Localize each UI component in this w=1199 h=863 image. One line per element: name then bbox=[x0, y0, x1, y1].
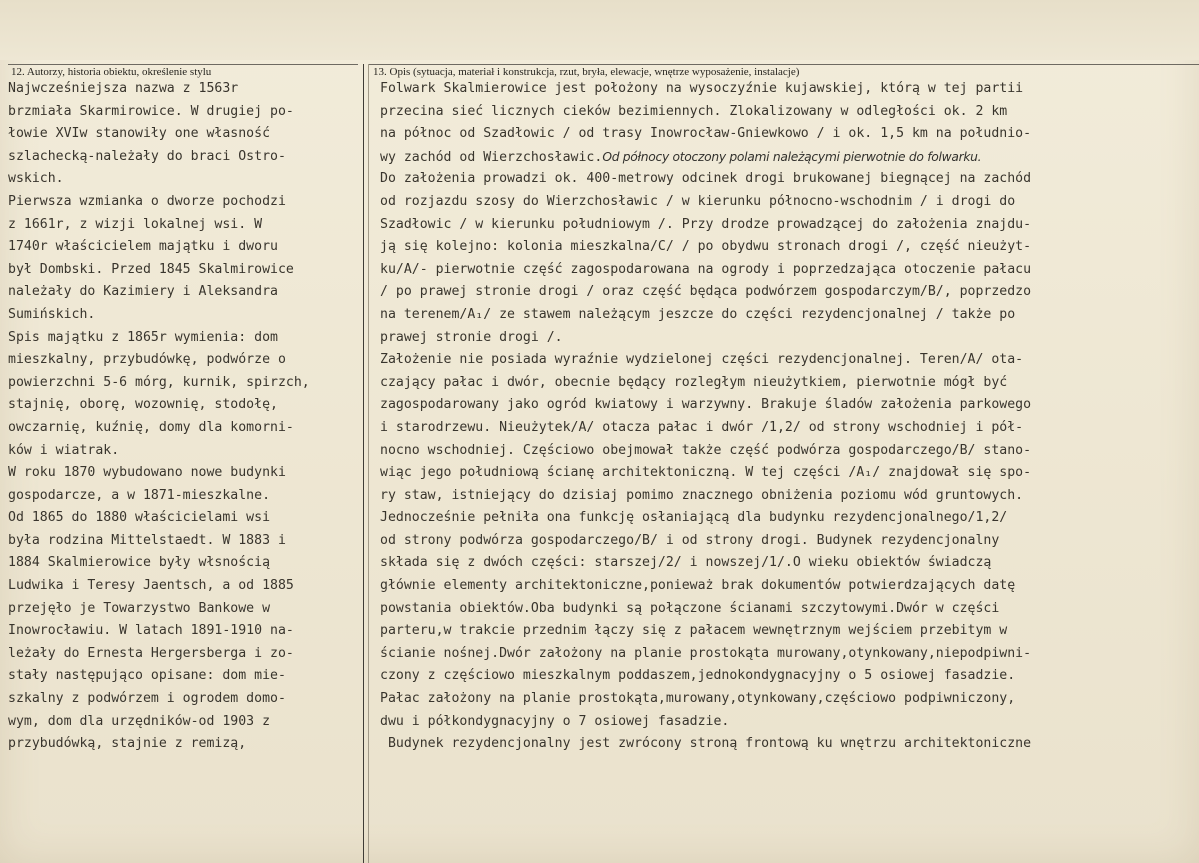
description-text-line bbox=[380, 146, 1195, 169]
history-text-line: wym, dom dla urzędników-od 1903 z bbox=[8, 713, 271, 729]
history-text-line: Pierwsza wzmianka o dworze pochodzi bbox=[8, 193, 286, 209]
history-text-line: wskich. bbox=[8, 171, 64, 187]
description-text-line: Do założenia prowadzi ok. 400-metrowy odcinek drogi brukowanej biegnącej na zachód bbox=[380, 171, 1032, 187]
description-text-line: od rozjazdu szosy do Wierzchosławic / w kierunku północno-wschodnim / i drogi do bbox=[380, 193, 1016, 209]
description-text-line: Jednocześnie pełniła ona funkcję osłaniającą dla budynku rezydencjonalnego/1,2/ bbox=[380, 510, 1008, 526]
description-text-line: ku/A/- pierwotnie część zagospodarowana na ogrody i poprzedzająca otoczenie pałacu bbox=[380, 261, 1032, 277]
left-header-rule bbox=[8, 64, 358, 65]
history-text-line: brzmiała Skarmirowice. W drugiej po- bbox=[8, 103, 294, 119]
history-text-line: powierzchni 5-6 mórg, kurnik, spirzch, bbox=[8, 374, 310, 390]
description-text-line: Pałac założony na planie prostokąta,murowany,otynkowany,częściowo podpiwniczony, bbox=[380, 691, 1016, 707]
handwritten-annotation: Od północy otoczony polami należącymi pierwotnie do folwarku. bbox=[602, 149, 982, 164]
history-text-line: mieszkalny, przybudówkę, podwórze o bbox=[8, 352, 286, 368]
column-divider bbox=[363, 64, 364, 863]
description-text-line: głównie elementy architektoniczne,ponieważ brak dokumentów potwierdzających datę bbox=[380, 578, 1016, 594]
description-text-line: Budynek rezydencjonalny jest zwrócony stroną frontową ku wnętrzu architektoniczne bbox=[380, 736, 1032, 752]
history-text-line: 1740r właścicielem majątku i dworu bbox=[8, 239, 278, 255]
history-text-line: Spis majątku z 1865r wymienia: dom bbox=[8, 329, 278, 345]
card-top-band bbox=[0, 0, 1199, 60]
history-section-header: 12. Autorzy, historia obiektu, określenie stylu bbox=[11, 66, 212, 78]
description-text-line: prawej stronie drogi /. bbox=[380, 329, 563, 345]
history-text-line: Sumińskich. bbox=[8, 306, 96, 322]
description-text-line: i starodrzewu. Nieużytek/A/ otacza pałac i dwór /1,2/ od strony wschodniej i pół- bbox=[380, 419, 1024, 435]
description-text-line: czony z częściowo mieszkalnym poddaszem,jednokondygnacyjny o 5 osiowej fasadzie. bbox=[380, 668, 1016, 684]
history-text-line: 1884 Skalmierowice były włsnością bbox=[8, 555, 271, 571]
description-text-line: na północ od Szadłowic / od trasy Inowrocław-Gniewkowo / i ok. 1,5 km na południo- bbox=[380, 126, 1032, 142]
history-text-line: Ludwika i Teresy Jaentsch, a od 1885 bbox=[8, 578, 294, 594]
history-text-line: leżały do Ernesta Hergersberga i zo- bbox=[8, 645, 294, 661]
description-text-line: zagospodarowany jako ogród kwiatowy i warzywny. Brakuje śladów założenia parkowego bbox=[380, 397, 1032, 413]
description-text-line: czający pałac i dwór, obecnie będący rozległym nieużytkiem, pierwotnie mógł być bbox=[380, 374, 1008, 390]
history-text-line: owczarnię, kuźnię, domy dla komorni- bbox=[8, 419, 294, 435]
history-text-line: Najwcześniejsza nazwa z 1563r bbox=[8, 81, 239, 96]
description-text-line: / po prawej stronie drogi / oraz część będąca podwórzem gospodarczym/B/, poprzedzo bbox=[380, 284, 1032, 300]
description-text-line: składa się z dwóch części: starszej/2/ i nowszej/1/.O wieku obiektów świadczą bbox=[380, 555, 992, 571]
history-text-line: szkalny z podwórzem i ogrodem domo- bbox=[8, 691, 286, 707]
history-text-line: gospodarcze, a w 1871-mieszkalne. bbox=[8, 487, 271, 503]
history-text-line: Od 1865 do 1880 właścicielami wsi bbox=[8, 510, 271, 526]
history-text-line: łowie XVIw stanowiły one własność bbox=[8, 126, 271, 142]
description-text-line: wiąc jego południową ścianę architektoniczną. W tej części /A₁/ znajdował się spo- bbox=[380, 465, 1032, 481]
description-text-line: ry staw, istniejący do dzisiaj pomimo znacznego obniżenia poziomu wód gruntowych. bbox=[380, 487, 1024, 503]
history-text-line: stały następująco opisane: dom mie- bbox=[8, 668, 286, 684]
history-text-line: przejęło je Towarzystwo Bankowe w bbox=[8, 600, 271, 616]
history-text-line: W roku 1870 wybudowano nowe budynki bbox=[8, 465, 286, 481]
description-text-line: powstania obiektów.Oba budynki są połączone ścianami szczytowymi.Dwór w części bbox=[380, 600, 1000, 616]
history-text-line: należały do Kazimiery i Aleksandra bbox=[8, 284, 278, 300]
description-text-line: parteru,w trakcie przednim łączy się z pałacem wewnętrznym wejściem przebitym w bbox=[380, 623, 1008, 639]
description-text-column bbox=[380, 78, 1195, 756]
history-text-line: była rodzina Mittelstaedt. W 1883 i bbox=[8, 532, 286, 548]
description-text-line: od strony podwórza gospodarczego/B/ i od strony drogi. Budynek rezydencjonalny bbox=[380, 532, 1000, 548]
description-text-line: ścianie nośnej.Dwór założony na planie prostokąta murowany,otynkowany,niepodpiwni- bbox=[380, 645, 1032, 661]
column-divider-shadow bbox=[368, 64, 369, 863]
description-text-line: ją się kolejno: kolonia mieszkalna/C/ / po obydwu stronach drogi /, część nieużyt- bbox=[380, 239, 1032, 255]
description-text-line: Folwark Skalmierowice jest położony na wysoczyźnie kujawskiej, którą w tej partii bbox=[380, 81, 1024, 96]
description-text-line: przecina sieć licznych cieków bezimiennych. Zlokalizowany w odległości ok. 2 km bbox=[380, 103, 1008, 119]
history-text-line: z 1661r, z wizji lokalnej wsi. W bbox=[8, 216, 263, 232]
history-text-line: ków i wiatrak. bbox=[8, 442, 120, 458]
description-section-header: 13. Opis (sytuacja, materiał i konstrukcja, rzut, bryła, elewacje, wnętrze wyposażenie, instalacje) bbox=[373, 66, 800, 78]
description-text-line: Szadłowic / w kierunku południowym /. Przy drodze prowadzącej do założenia znajdu- bbox=[380, 216, 1032, 232]
history-text-line: szlachecką-należały do braci Ostro- bbox=[8, 148, 286, 164]
history-text-line: Inowrocławiu. W latach 1891-1910 na- bbox=[8, 623, 294, 639]
description-text-line: nocno wschodniej. Częściowo obejmował także część podwórza gospodarczego/B/ stano- bbox=[380, 442, 1032, 458]
history-text-line: stajnię, oborę, wozownię, stodołę, bbox=[8, 397, 278, 413]
typed-text: wy zachód od Wierzchosławic. bbox=[380, 149, 603, 165]
history-text-column bbox=[8, 78, 360, 756]
history-text-line: był Dombski. Przed 1845 Skalmirowice bbox=[8, 261, 294, 277]
description-text-line: na terenem/A₁/ ze stawem należącym jeszcze do części rezydencjonalnej / także po bbox=[380, 306, 1016, 322]
description-text-line: Założenie nie posiada wyraźnie wydzielonej części rezydencjonalnej. Teren/A/ ota- bbox=[380, 352, 1024, 368]
right-header-rule bbox=[368, 64, 1199, 65]
description-text-line: dwu i półkondygnacyjny o 7 osiowej fasadzie. bbox=[380, 713, 730, 729]
history-text-line: przybudówką, stajnie z remizą, bbox=[8, 736, 247, 752]
